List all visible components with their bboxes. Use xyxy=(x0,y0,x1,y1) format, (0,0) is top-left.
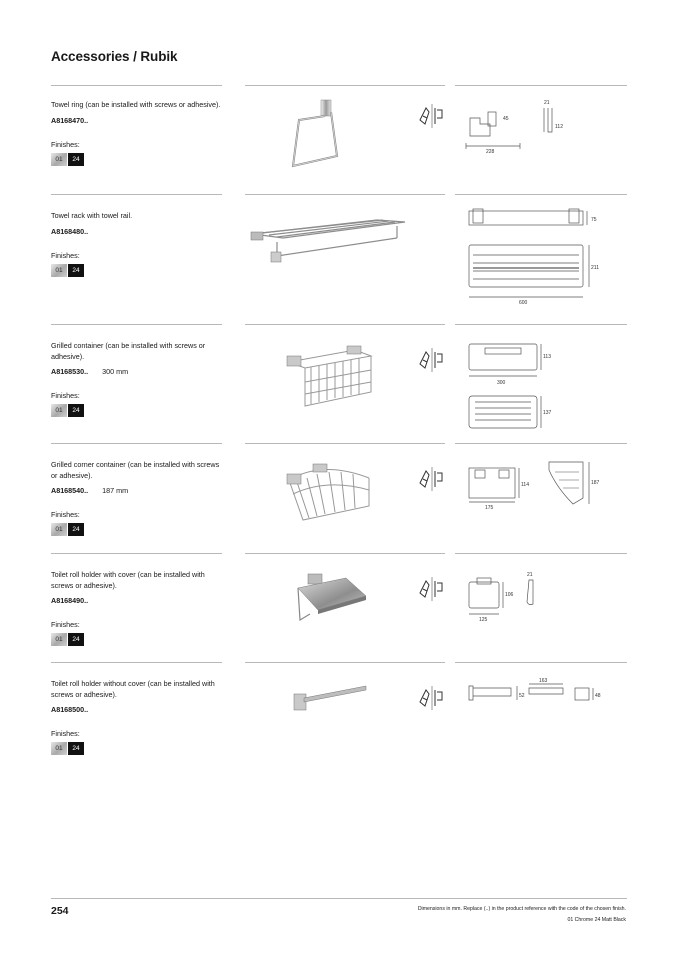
dimension-label: 75 xyxy=(591,217,597,223)
page-number: 254 xyxy=(51,905,69,917)
footer-divider xyxy=(51,898,627,899)
adhesive-icon xyxy=(435,471,442,487)
dimension-label: 163 xyxy=(539,678,548,684)
finish-swatch-matt-black: 24 xyxy=(68,523,84,536)
finish-swatch-matt-black: 24 xyxy=(68,264,84,277)
product-photo-towel-ring xyxy=(285,98,345,170)
product-code: A8168480.. xyxy=(51,226,89,236)
dimension-drawing xyxy=(463,458,613,518)
product-code: A8168490.. xyxy=(51,596,89,605)
page-title: Accessories / Rubik xyxy=(51,49,178,64)
finish-swatches xyxy=(51,742,226,755)
screw-icon xyxy=(420,690,429,706)
product-description: Toilet roll holder without cover (can be installed with screws or adhesive). xyxy=(51,679,215,699)
product-size: 300 mm xyxy=(102,367,129,376)
product-photo-roll-holder-cover xyxy=(290,570,370,632)
screw-icon xyxy=(420,581,429,597)
finish-swatch-chrome: 01 xyxy=(51,264,67,277)
dimension-label: 52 xyxy=(519,693,525,699)
dimension-label: 114 xyxy=(521,482,529,488)
finishes-label: Finishes: xyxy=(51,510,80,519)
install-icons xyxy=(418,686,444,710)
install-icons xyxy=(418,577,444,601)
divider xyxy=(245,194,445,195)
screw-icon xyxy=(420,108,429,124)
install-icons xyxy=(418,467,444,491)
divider xyxy=(245,443,445,444)
product-code: A8168500.. xyxy=(51,705,89,714)
dimension-label: 21 xyxy=(527,572,533,578)
finish-swatch-chrome: 01 xyxy=(51,404,67,417)
divider xyxy=(245,662,445,663)
finishes-label: Finishes: xyxy=(51,250,80,260)
product-info xyxy=(51,100,226,166)
footer-note: Dimensions in mm. Replace (..) in the product reference with the code of the chosen finish. xyxy=(417,906,626,912)
finish-swatch-matt-black: 24 xyxy=(68,742,84,755)
finish-swatches xyxy=(51,404,226,417)
divider xyxy=(455,324,627,325)
dimension-label: 113 xyxy=(543,354,551,360)
product-info xyxy=(51,570,226,646)
product-code: A8168530.. 300 mm xyxy=(51,367,129,376)
product-info xyxy=(51,460,226,536)
finish-legend: 01 Chrome 24 Matt Black xyxy=(567,917,626,923)
divider xyxy=(455,662,627,663)
product-info xyxy=(51,341,226,417)
adhesive-icon xyxy=(435,108,442,124)
divider xyxy=(455,443,627,444)
divider xyxy=(455,194,627,195)
product-description: Towel ring (can be installed with screws or adhesive). xyxy=(51,100,221,109)
adhesive-icon xyxy=(435,352,442,368)
adhesive-icon xyxy=(435,690,442,706)
finish-swatch-chrome: 01 xyxy=(51,742,67,755)
adhesive-icon xyxy=(435,581,442,597)
product-info xyxy=(51,679,226,755)
finish-swatch-matt-black: 24 xyxy=(68,153,84,166)
dimension-drawing xyxy=(463,676,613,716)
product-photo-corner-container xyxy=(283,460,373,526)
product-description: Grilled container (can be installed with screws or adhesive). xyxy=(51,341,206,361)
dimension-label: 106 xyxy=(505,592,514,598)
finishes-label: Finishes: xyxy=(51,729,80,738)
dimension-label: 187 xyxy=(591,480,600,486)
divider xyxy=(245,553,445,554)
finishes-label: Finishes: xyxy=(51,620,80,629)
product-description: Grilled corner container (can be installed with screws or adhesive). xyxy=(51,460,220,480)
divider xyxy=(51,553,222,554)
screw-icon xyxy=(420,352,429,368)
dimension-drawing xyxy=(463,205,603,305)
finish-swatches xyxy=(51,523,226,536)
divider xyxy=(245,85,445,86)
product-info xyxy=(51,211,226,277)
product-photo-roll-holder xyxy=(290,680,370,720)
dimension-label: 211 xyxy=(591,265,599,271)
dimension-label: 600 xyxy=(519,300,528,305)
finish-swatch-matt-black: 24 xyxy=(68,404,84,417)
product-code: A8168540.. 187 mm xyxy=(51,486,129,495)
divider xyxy=(51,662,222,663)
screw-icon xyxy=(420,471,429,487)
dimension-label: 21 xyxy=(544,100,550,106)
dimension-label: 125 xyxy=(479,617,488,623)
dimension-label: 48 xyxy=(595,693,601,699)
divider xyxy=(51,324,222,325)
dimension-label: 300 xyxy=(497,380,506,386)
finishes-label: Finishes: xyxy=(51,139,80,149)
dimension-drawing xyxy=(463,340,563,435)
product-description: Toilet roll holder with cover (can be installed with screws or adhesive). xyxy=(51,570,205,590)
finish-swatches xyxy=(51,264,226,277)
dimension-drawing xyxy=(460,98,570,158)
divider xyxy=(51,443,222,444)
divider xyxy=(455,85,627,86)
finish-swatch-chrome: 01 xyxy=(51,633,67,646)
divider xyxy=(51,85,222,86)
dimension-drawing xyxy=(463,568,553,624)
finish-swatches xyxy=(51,153,226,166)
product-size: 187 mm xyxy=(102,486,129,495)
divider xyxy=(245,324,445,325)
divider xyxy=(455,553,627,554)
product-code: A8168470.. xyxy=(51,115,89,125)
finish-swatch-chrome: 01 xyxy=(51,523,67,536)
dimension-label: 112 xyxy=(555,124,563,130)
divider xyxy=(51,194,222,195)
dimension-label: 175 xyxy=(485,505,494,511)
dimension-label: 228 xyxy=(486,149,495,155)
install-icons xyxy=(418,104,444,128)
product-photo-towel-rack xyxy=(247,212,407,268)
finish-swatches xyxy=(51,633,226,646)
finish-swatch-matt-black: 24 xyxy=(68,633,84,646)
product-description: Towel rack with towel rail. xyxy=(51,211,133,220)
dimension-label: 137 xyxy=(543,410,552,416)
finishes-label: Finishes: xyxy=(51,391,80,400)
finish-swatch-chrome: 01 xyxy=(51,153,67,166)
dimension-label: 45 xyxy=(503,116,509,122)
product-photo-grilled-container xyxy=(283,342,373,412)
install-icons xyxy=(418,348,444,372)
